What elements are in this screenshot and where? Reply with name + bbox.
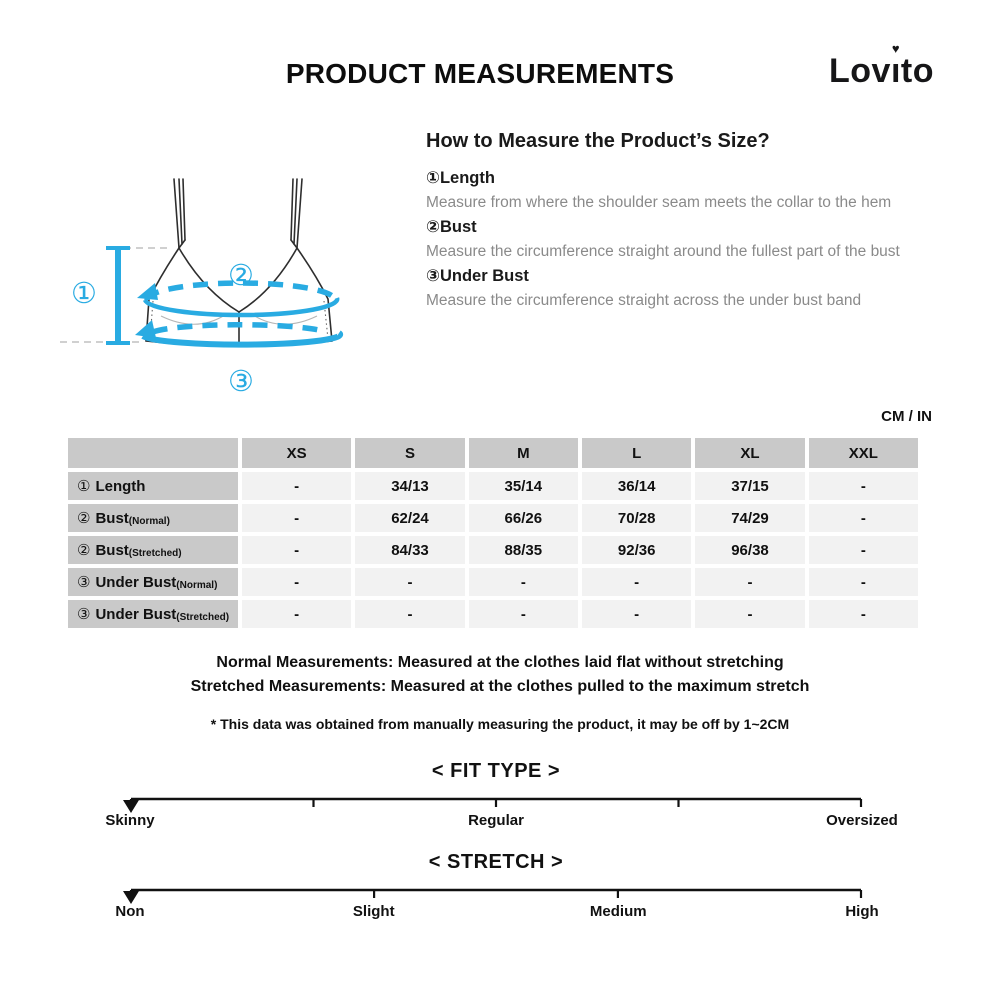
brand-logo-text-before: Lov — [829, 52, 891, 90]
note-stretched: Stretched Measurements: Measured at the clothes pulled to the maximum stretch — [190, 678, 810, 695]
how-to-measure-section — [426, 130, 934, 313]
fit-type-labels — [105, 812, 898, 834]
circled-number: ③ — [77, 605, 91, 623]
scale-point-label: Oversized — [826, 812, 898, 829]
measure-item-desc: Measure the circumference straight across the under bust band — [426, 292, 862, 309]
circled-number: ③ — [77, 573, 91, 591]
row-label-subscript: (Stretched) — [176, 611, 230, 623]
size-value-cell: - — [242, 600, 351, 628]
diagram-marker-1: ① — [71, 276, 97, 310]
underbust-line-back — [153, 325, 323, 332]
bra-measurement-diagram — [58, 148, 428, 413]
size-value-cell: - — [469, 600, 578, 628]
stretch-scale — [115, 851, 879, 937]
fit-type-scale — [105, 760, 898, 846]
bust-line-front — [145, 298, 337, 315]
size-value-cell: 66/26 — [469, 504, 578, 532]
size-value-cell: - — [582, 568, 691, 596]
circled-number: ② — [77, 541, 91, 559]
disclaimer-note: * This data was obtained from manually measuring the product, it may be off by 1~2CM — [210, 716, 790, 732]
unit-label: CM / IN — [881, 408, 932, 425]
size-column-header: XL — [695, 438, 804, 468]
size-value-cell: - — [809, 472, 918, 500]
measure-item-label: ③Under Bust — [426, 267, 529, 285]
size-value-cell: - — [809, 600, 918, 628]
scale-point-label: Slight — [352, 903, 395, 920]
page-title: PRODUCT MEASUREMENTS — [285, 58, 675, 89]
brand-logo-i: ı ♥ — [890, 41, 901, 90]
size-value-cell: - — [242, 472, 351, 500]
row-label-text: Length — [95, 477, 146, 495]
measurement-notes — [0, 651, 1000, 699]
row-label-subscript: (Normal) — [128, 515, 170, 527]
size-value-cell: 74/29 — [695, 504, 804, 532]
brand-logo-text-after: to — [900, 52, 934, 90]
size-value-cell: - — [809, 504, 918, 532]
size-value-cell: 36/14 — [582, 472, 691, 500]
size-value-cell: 37/15 — [695, 472, 804, 500]
size-column-header: L — [582, 438, 691, 468]
brand-logo — [829, 41, 934, 91]
how-to-items — [426, 166, 934, 313]
row-label — [68, 472, 238, 500]
size-value-cell: - — [809, 536, 918, 564]
row-label-subscript: (Normal) — [176, 579, 218, 591]
size-value-cell: - — [242, 568, 351, 596]
row-label-text: Under Bust — [95, 605, 177, 623]
row-label — [68, 568, 238, 596]
size-value-cell: - — [242, 536, 351, 564]
size-value-cell: 62/24 — [355, 504, 464, 532]
size-value-cell: 70/28 — [582, 504, 691, 532]
size-column-header: XS — [242, 438, 351, 468]
scale-point-label: Regular — [468, 812, 524, 829]
stretch-labels — [115, 903, 879, 925]
size-column-header: XXL — [809, 438, 918, 468]
bust-arrowhead — [137, 283, 158, 300]
size-value-cell: - — [809, 568, 918, 596]
size-value-cell: 35/14 — [469, 472, 578, 500]
measure-item-label: ①Length — [426, 169, 495, 187]
row-label-text: Bust — [95, 509, 129, 527]
circled-number: ② — [77, 509, 91, 527]
size-value-cell: - — [242, 504, 351, 532]
size-value-cell: 34/13 — [355, 472, 464, 500]
underbust-arrowhead — [135, 320, 156, 338]
fit-type-title: < FIT TYPE > — [431, 760, 561, 782]
how-to-heading: How to Measure the Product’s Size? — [426, 130, 770, 152]
diagram-marker-3: ③ — [228, 364, 254, 398]
scale-point-label: High — [845, 903, 879, 920]
scale-point-label: Medium — [589, 903, 647, 920]
size-column-header: S — [355, 438, 464, 468]
heart-icon: ♥ — [891, 41, 901, 56]
size-value-cell: - — [355, 600, 464, 628]
size-value-cell: - — [695, 568, 804, 596]
size-value-cell: 92/36 — [582, 536, 691, 564]
measure-item-desc: Measure the circumference straight around the fullest part of the bust — [426, 243, 900, 260]
size-table — [68, 438, 918, 628]
size-column-header: M — [469, 438, 578, 468]
circled-number: ① — [77, 477, 91, 495]
size-value-cell: 96/38 — [695, 536, 804, 564]
measure-item-desc: Measure from where the shoulder seam meets the collar to the hem — [426, 194, 892, 211]
row-label — [68, 536, 238, 564]
scale-point-label: Non — [115, 903, 145, 920]
size-value-cell: - — [695, 600, 804, 628]
size-value-cell: - — [355, 568, 464, 596]
row-label-subscript: (Stretched) — [128, 547, 182, 559]
row-label-text: Bust — [95, 541, 129, 559]
size-value-cell: - — [469, 568, 578, 596]
note-normal: Normal Measurements: Measured at the clothes laid flat without stretching — [216, 654, 784, 671]
table-corner-cell — [68, 438, 238, 468]
measure-item-label: ②Bust — [426, 218, 477, 236]
size-value-cell: - — [582, 600, 691, 628]
underbust-line-front — [143, 333, 340, 345]
row-label-text: Under Bust — [95, 573, 177, 591]
row-label — [68, 504, 238, 532]
row-label — [68, 600, 238, 628]
size-value-cell: 88/35 — [469, 536, 578, 564]
diagram-marker-2: ② — [228, 258, 254, 292]
scale-point-label: Skinny — [105, 812, 155, 829]
size-value-cell: 84/33 — [355, 536, 464, 564]
stretch-title: < STRETCH > — [428, 851, 564, 873]
